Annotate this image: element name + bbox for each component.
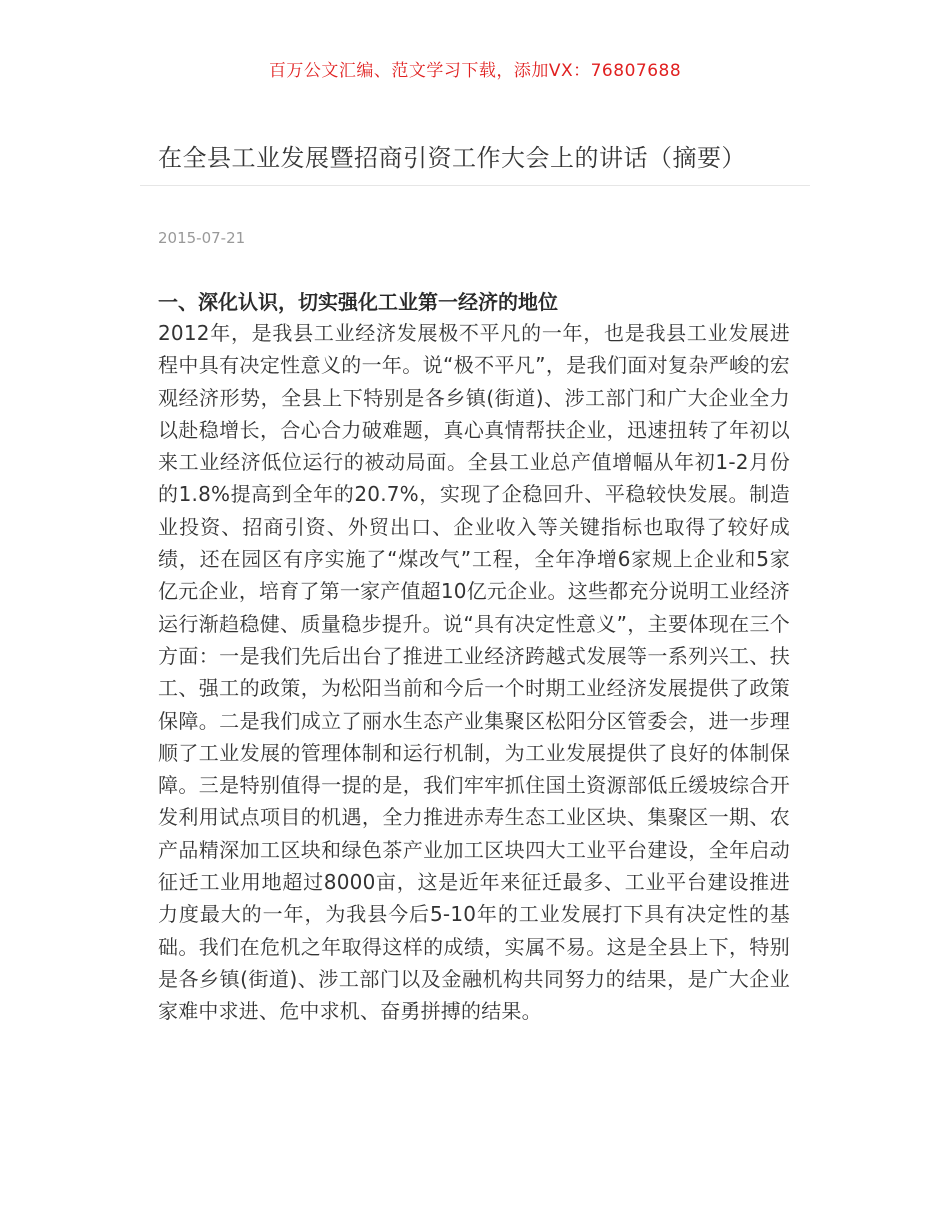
body-paragraph: 2012年，是我县工业经济发展极不平凡的一年，也是我县工业发展进程中具有决定性意义的一年。说“极不平凡”，是我们面对复杂严峻的宏观经济形势，全县上下特别是各乡镇(街道)、涉工部门和广大企业全力以赴稳增长，合心合力破难题，真心真情帮扶企业，迅速扭转了年初以来工业经济低位运行的被动局面。全县工业总产值增幅从年初1-2月份的1.8%提高到全年的20.7%，实现了企稳回升、平稳较快发展。制造业投资、招商引资、外贸出口、企业收入等关键指标也取得了较好成绩，还在园区有序实施了“煤改气”工程，全年净增6家规上企业和5家亿元企业，培育了第一家产值超10亿元企业。这些都充分说明工业经济运行渐趋稳健、质量稳步提升。说“具有决定性意义”，主要体现在三个方面：一是我们先后出台了推进工业经济跨越式发展等一系列兴工、扶工、强工的政策，为松阳当前和今后一个时期工业经济发展提供了政策保障。二是我们成立了丽水生态产业集聚区松阳分区管委会，进一步理顺了工业发展的管理体制和运行机制，为工业发展提供了良好的体制保障。三是特别值得一提的是，我们牢牢抓住国土资源部低丘缓坡综合开发利用试点项目的机遇，全力推进赤寿生态工业区块、集聚区一期、农产品精深加工区块和绿色茶产业加工区块四大工业平台建设，全年启动征迁工业用地超过8000亩，这是近年来征迁最多、工业平台建设推进力度最大的一年，为我县今后5-10年的工业发展打下具有决定性的基础。我们在危机之年取得这样的成绩，实属不易。这是全县上下，特别是各乡镇(街道)、涉工部门以及金融机构共同努力的结果，是广大企业家难中求进、危中求机、奋勇拼搏的结果。	[158, 321, 790, 1024]
article-title: 在全县工业发展暨招商引资工作大会上的讲话（摘要）	[158, 144, 746, 172]
section-heading: 一、深化认识，切实强化工业第一经济的地位	[158, 290, 558, 314]
title-divider	[140, 185, 810, 186]
promo-banner: 百万公文汇编、范文学习下载，添加VX：76807688	[268, 61, 682, 81]
publish-date: 2015-07-21	[158, 229, 246, 247]
article-body	[158, 287, 790, 1028]
